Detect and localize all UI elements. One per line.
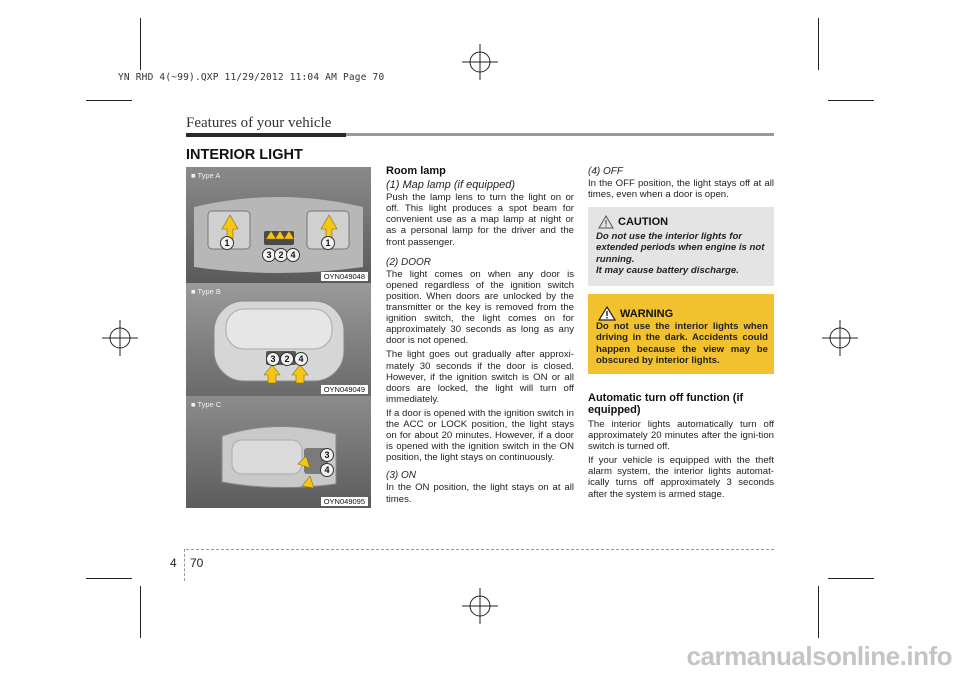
registration-mark-icon [462, 588, 498, 624]
callout-4: 4 [294, 352, 308, 366]
figure-type-label: ■ Type A [191, 171, 221, 180]
on-text: In the ON position, the light stays on at all times. [386, 482, 574, 505]
footer-separator [184, 549, 186, 581]
watermark: carmanualsonline.info [686, 641, 952, 671]
figure-type-label: ■ Type C [191, 400, 222, 409]
map-lamp-heading: (1) Map lamp (if equipped) [386, 179, 516, 192]
callout-3: 3 [266, 352, 280, 366]
print-slug: YN RHD 4(~99).QXP 11/29/2012 11:04 AM Page 70 [118, 72, 385, 83]
crop-mark [818, 18, 819, 70]
crop-mark [828, 100, 874, 101]
auto-off-heading: Automatic turn off function (if equipped) [588, 392, 744, 416]
registration-mark-icon [102, 320, 138, 356]
map-lamp-text: Push the lamp lens to turn the light on or off. This light produces a spot beam for convenient use as a map lamp at night or as a personal lamp for the driver and the front passenger. [386, 192, 574, 248]
footer-rule [186, 549, 774, 550]
chapter-number: 4 [170, 556, 177, 570]
callout-2: 2 [274, 248, 288, 262]
caution-title: CAUTION [618, 216, 669, 228]
auto-off-text-1: The interior lights automatically turn off approximately 20 minutes after the igni-tion switch is turned off. [588, 419, 774, 453]
crop-mark [818, 586, 819, 638]
callout-4: 4 [286, 248, 300, 262]
callout-3: 3 [262, 248, 276, 262]
off-section [588, 166, 774, 203]
caution-text [596, 231, 770, 277]
overhead-console-illustration [186, 167, 371, 283]
callout-1: 1 [220, 236, 234, 250]
crop-mark [86, 100, 132, 101]
warning-title: WARNING [620, 308, 674, 320]
header-rule-accent [186, 133, 346, 137]
auto-off-section [588, 392, 774, 503]
warning-box [588, 294, 774, 374]
crop-mark [86, 578, 132, 579]
figure-type-c [186, 396, 371, 508]
middle-column [386, 166, 574, 508]
callout-4: 4 [320, 463, 334, 477]
door-text-1: The light comes on when any door is opened regardless of the ignition switch position. When doors are unlocked by the transmitter or the key is removed from the ignition switch, the light comes on for approximately 30 seconds as long as any door is not opened. [386, 268, 574, 347]
crop-mark [828, 578, 874, 579]
warning-triangle-icon [598, 215, 614, 229]
crop-mark [140, 18, 141, 70]
figure-type-label: ■ Type B [191, 287, 221, 296]
warning-text: Do not use the interior lights when driving in the dark. Accidents could happen because the view may be obscured by interior lights. [596, 321, 768, 367]
figure-type-b [186, 283, 371, 396]
section-title: INTERIOR LIGHT [186, 147, 303, 163]
room-lamp-heading: Room lamp [386, 165, 446, 177]
callout-3: 3 [320, 448, 334, 462]
figure-type-a [186, 167, 371, 283]
off-heading: (4) OFF [588, 166, 623, 177]
figure-code: OYN049095 [321, 497, 368, 506]
callout-2: 2 [280, 352, 294, 366]
crop-mark [140, 586, 141, 638]
dome-lamp-illustration [186, 283, 371, 396]
caution-box [588, 207, 774, 286]
caution-line-2: It may cause battery discharge. [596, 265, 739, 277]
figure-code: OYN049049 [321, 385, 368, 394]
door-text-3: If a door is opened with the ignition switch in the ACC or LOCK position, the light stays on for about 20 minutes. However, if a door is opened with the ignition switch in the ON position, the light stays on continuously. [386, 407, 574, 464]
page-number: 70 [190, 556, 204, 570]
figure-code: OYN049048 [321, 272, 368, 281]
caution-line-1: Do not use the interior lights for extended periods when engine is not running. [596, 231, 765, 265]
warning-triangle-icon [598, 306, 616, 321]
door-text-2: The light goes out gradually after approxi-mately 30 seconds if the door is closed. However, if the ignition switch is ON or all doors are locked, the light will turn off immediately. [386, 349, 574, 405]
off-text: In the OFF position, the light stays off at all times, even when a door is open. [588, 178, 774, 201]
on-heading: (3) ON [386, 470, 416, 482]
registration-mark-icon [462, 44, 498, 80]
callout-1: 1 [321, 236, 335, 250]
door-heading: (2) DOOR [386, 256, 431, 268]
page-header-title: Features of your vehicle [186, 115, 332, 131]
registration-mark-icon [822, 320, 858, 356]
rear-lamp-illustration [186, 396, 371, 508]
auto-off-text-2: If your vehicle is equipped with the theft alarm system, the interior lights automat-ically turns off approximately 3 seconds after the system is armed stage. [588, 455, 774, 500]
